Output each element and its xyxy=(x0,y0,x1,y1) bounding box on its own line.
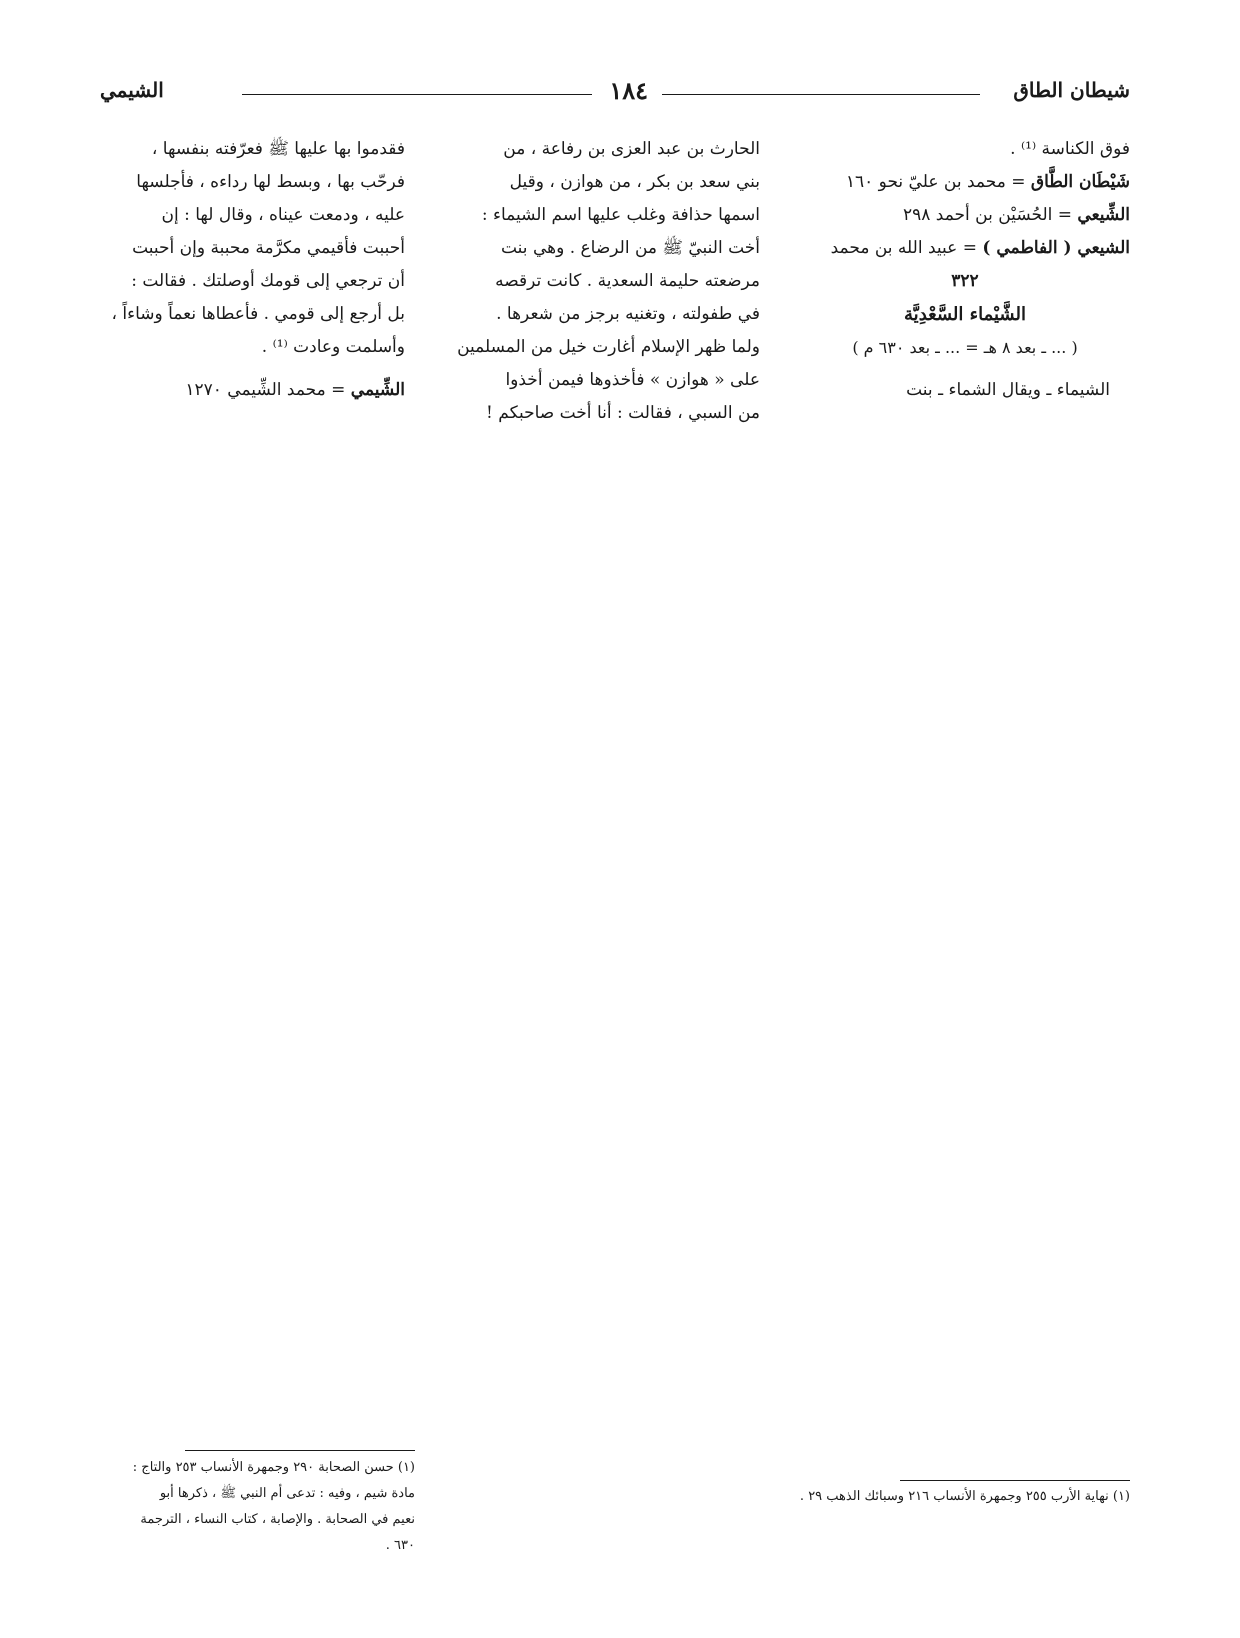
text-line: أخت النبيّ ﷺ من الرضاع . وهي بنت xyxy=(500,238,760,258)
entry-al-shimi xyxy=(85,374,405,407)
text-line: بني سعد بن بكر ، من هوازن ، وقيل xyxy=(509,172,760,192)
text-line: فوق الكناسة ⁽¹⁾ . xyxy=(1010,139,1130,159)
header-rule-right xyxy=(662,94,980,95)
header-rule-left xyxy=(242,94,592,95)
footnote-line: (١) حسن الصحابة ٢٩٠ وجمهرة الأنساب ٢٥٣ والتاج : xyxy=(132,1460,415,1475)
column-right xyxy=(800,133,1130,407)
footnote-left xyxy=(85,1455,415,1559)
page-number: ١٨٤ xyxy=(609,76,648,105)
footnote-line: مادة شيم ، وفيه : تدعى أم النبي ﷺ ، ذكرها أبو xyxy=(159,1486,415,1501)
column-middle xyxy=(445,133,760,430)
entry-text: = عبيد الله بن محمد xyxy=(830,238,983,258)
entry-name: الشِّيمي xyxy=(350,380,405,400)
footnote-line: ٦٣٠ . xyxy=(385,1538,415,1553)
entry-name: الشِّيعي xyxy=(1077,205,1130,225)
entry-text: = الحُسَيْن بن أحمد ٢٩٨ xyxy=(902,205,1078,225)
running-header xyxy=(100,76,1130,120)
text-line: فرحّب بها ، وبسط لها رداءه ، فأجلسها xyxy=(136,172,405,192)
text-line: ولما ظهر الإسلام أغارت خيل من المسلمين xyxy=(457,337,760,357)
text-line: اسمها حذافة وغلب عليها اسم الشيماء : xyxy=(481,205,760,225)
footnote-line: نعيم في الصحابة . والإصابة ، كتاب النساء ، الترجمة xyxy=(140,1512,415,1527)
text-line: أحببت فأقيمي مكرَّمة محببة وإن أحببت xyxy=(132,238,405,258)
article-text-start: الشيماء ـ ويقال الشماء ـ بنت xyxy=(906,380,1110,400)
entry-text: = محمد الشِّيمي ١٢٧٠ xyxy=(185,380,351,400)
header-left-title: الشيمي xyxy=(100,78,164,102)
entry-name: الشيعي ( الفاطمي ) xyxy=(982,238,1130,258)
text-line: مرضعته حليمة السعدية . كانت ترقصه xyxy=(495,271,760,291)
article-dates: ( ... ـ بعد ٨ هـ = ... ـ بعد ٦٣٠ م ) xyxy=(852,338,1078,357)
text-line: عليه ، ودمعت عيناه ، وقال لها : إن xyxy=(161,205,405,225)
footnote-right: (١) نهاية الأرب ٢٥٥ وجمهرة الأنساب ٢١٦ وسبائك الذهب ٢٩ . xyxy=(799,1489,1130,1504)
text-line: على « هوازن » فأخذوها فيمن أخذوا xyxy=(505,370,760,390)
entry-text: = محمد بن عليّ نحو ١٦٠ xyxy=(845,172,1031,192)
footnote-rule-right xyxy=(900,1480,1130,1481)
text-line: بل أرجع إلى قومي . فأعطاها نعماً وشاءاً ، xyxy=(111,304,405,324)
footnote-rule-left xyxy=(185,1450,415,1451)
text-line: في طفولته ، وتغنيه برجز من شعرها . xyxy=(496,304,760,324)
text-line: أن ترجعي إلى قومك أوصلتك . فقالت : xyxy=(131,271,405,291)
text-line: وأسلمت وعادت ⁽¹⁾ . xyxy=(261,337,405,357)
text-line: فقدموا بها عليها ﷺ فعرّفته بنفسها ، xyxy=(151,139,405,159)
text-line: الحارث بن عبد العزى بن رفاعة ، من xyxy=(503,139,760,159)
entry-al-shii-al-fatimi xyxy=(800,232,1130,265)
article-heading: الشَّيْماء السَّعْدِيَّة xyxy=(904,304,1026,325)
text-line: من السبي ، فقالت : أنا أخت صاحبكم ! xyxy=(486,403,760,423)
entry-al-shii xyxy=(800,199,1130,232)
column-left xyxy=(85,133,405,407)
entry-shaytan-al-taq xyxy=(800,166,1130,199)
entry-year: ٣٢٢ xyxy=(951,271,979,291)
header-right-title: شيطان الطاق xyxy=(1013,78,1130,102)
entry-name: شَيْطَان الطَّاق xyxy=(1030,172,1130,192)
